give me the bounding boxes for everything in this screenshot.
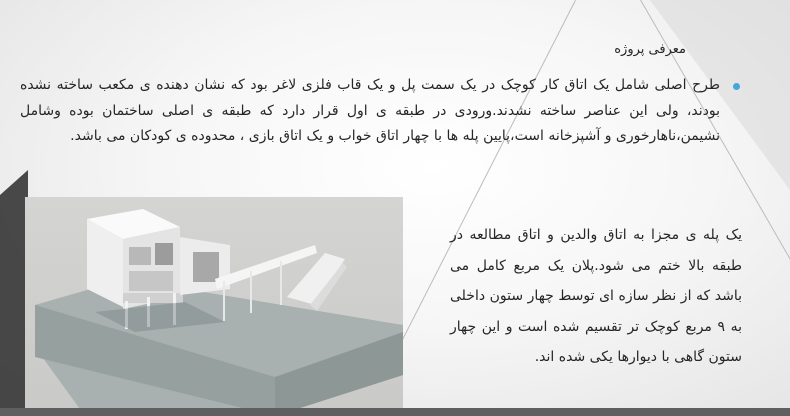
architectural-model-photo [25,197,403,416]
bullet-item [20,73,740,150]
house-model-illustration [25,197,403,416]
bullet-icon [733,83,740,90]
side-paragraph: یک پله ی مجزا به اتاق والدین و اتاق مطالعه در طبقه بالا ختم می شود.پلان یک مربع کامل می باشد که از نظر سازه ای توسط چهار ستون داخلی به ۹ مربع کوچک تر تقسیم شده است و این چهار ستون گاهی با دیوارها یکی شده اند. [450,227,742,365]
slide-title: معرفی پروژه [614,42,686,57]
bullet-paragraph: طرح اصلی شامل یک اتاق کار کوچک در یک سمت پل و یک قاب فلزی لاغر بود که نشان دهنده ی مکعب ساخته نشده بودند، ولی این عناصر ساخته نشدند.ورودی در طبقه ی اول قرار دارد که طبقه ی اصلی ساختمان بوده وشامل نشیمن،ناهارخوری و آشپزخانه است،پایین پله ها با چهار اتاق خواب و یک اتاق بازی ، محدوده ی کودکان می باشد. [20,77,720,144]
bottom-bar [0,408,790,416]
